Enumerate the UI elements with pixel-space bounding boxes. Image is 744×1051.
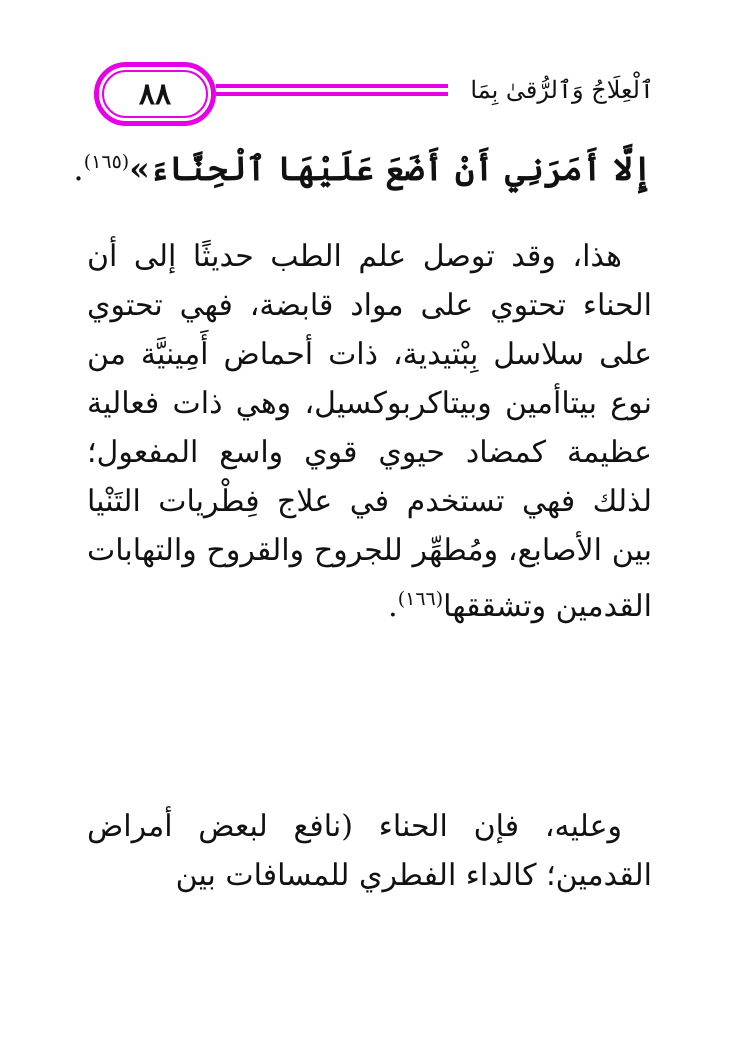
page-number: ٨٨ [138,76,172,112]
paragraph-1-text: هذا، وقد توصل علم الطب حديثًا إلى أن الحناء تحتوي على مواد قابضة، فهي تحتوي على سلاسل بِبْتيدية، ذات أحماض أَمِينيَّة من نوع بيتاأمين وبيتاكربوكسيل، وهي ذات فعالية عظيمة كمضاد حيوي قوي واسع المفعول؛ لذلك فهي تستخدم في علاج فِطْريات التَنْيا بين الأصابع، ومُطهِّر للجروح والقروح والتهابات القدمين وتشققها [87,239,652,624]
paragraph-1-end-mark: . [388,589,398,624]
header-divider [216,84,448,96]
page-number-badge-inner [102,70,208,118]
paragraph-2-text: وعليه، فإن الحناء (نافع لبعض أمراض القدمين؛ كالداء الفطري للمسافات بين [87,809,652,893]
quote-end-mark: . [73,149,84,188]
paragraph-henna-benefits [87,802,652,900]
paragraph-medical-findings [87,232,652,631]
footnote-ref-165: (١٦٥) [83,151,130,173]
page-header [94,62,654,132]
hadith-quote-text: إِلَّا أَمَرَنِي أَنْ أَضَعَ عَلَيْهَا ٱلْحِنَّاءَ» [129,149,652,188]
page-number-badge [94,62,216,126]
footnote-ref-166: (١٦٦) [397,588,444,610]
hadith-quote [73,140,652,191]
running-title: ٱلْعِلَاجُ وَٱلرُّقىٰ بِمَا [470,76,654,104]
